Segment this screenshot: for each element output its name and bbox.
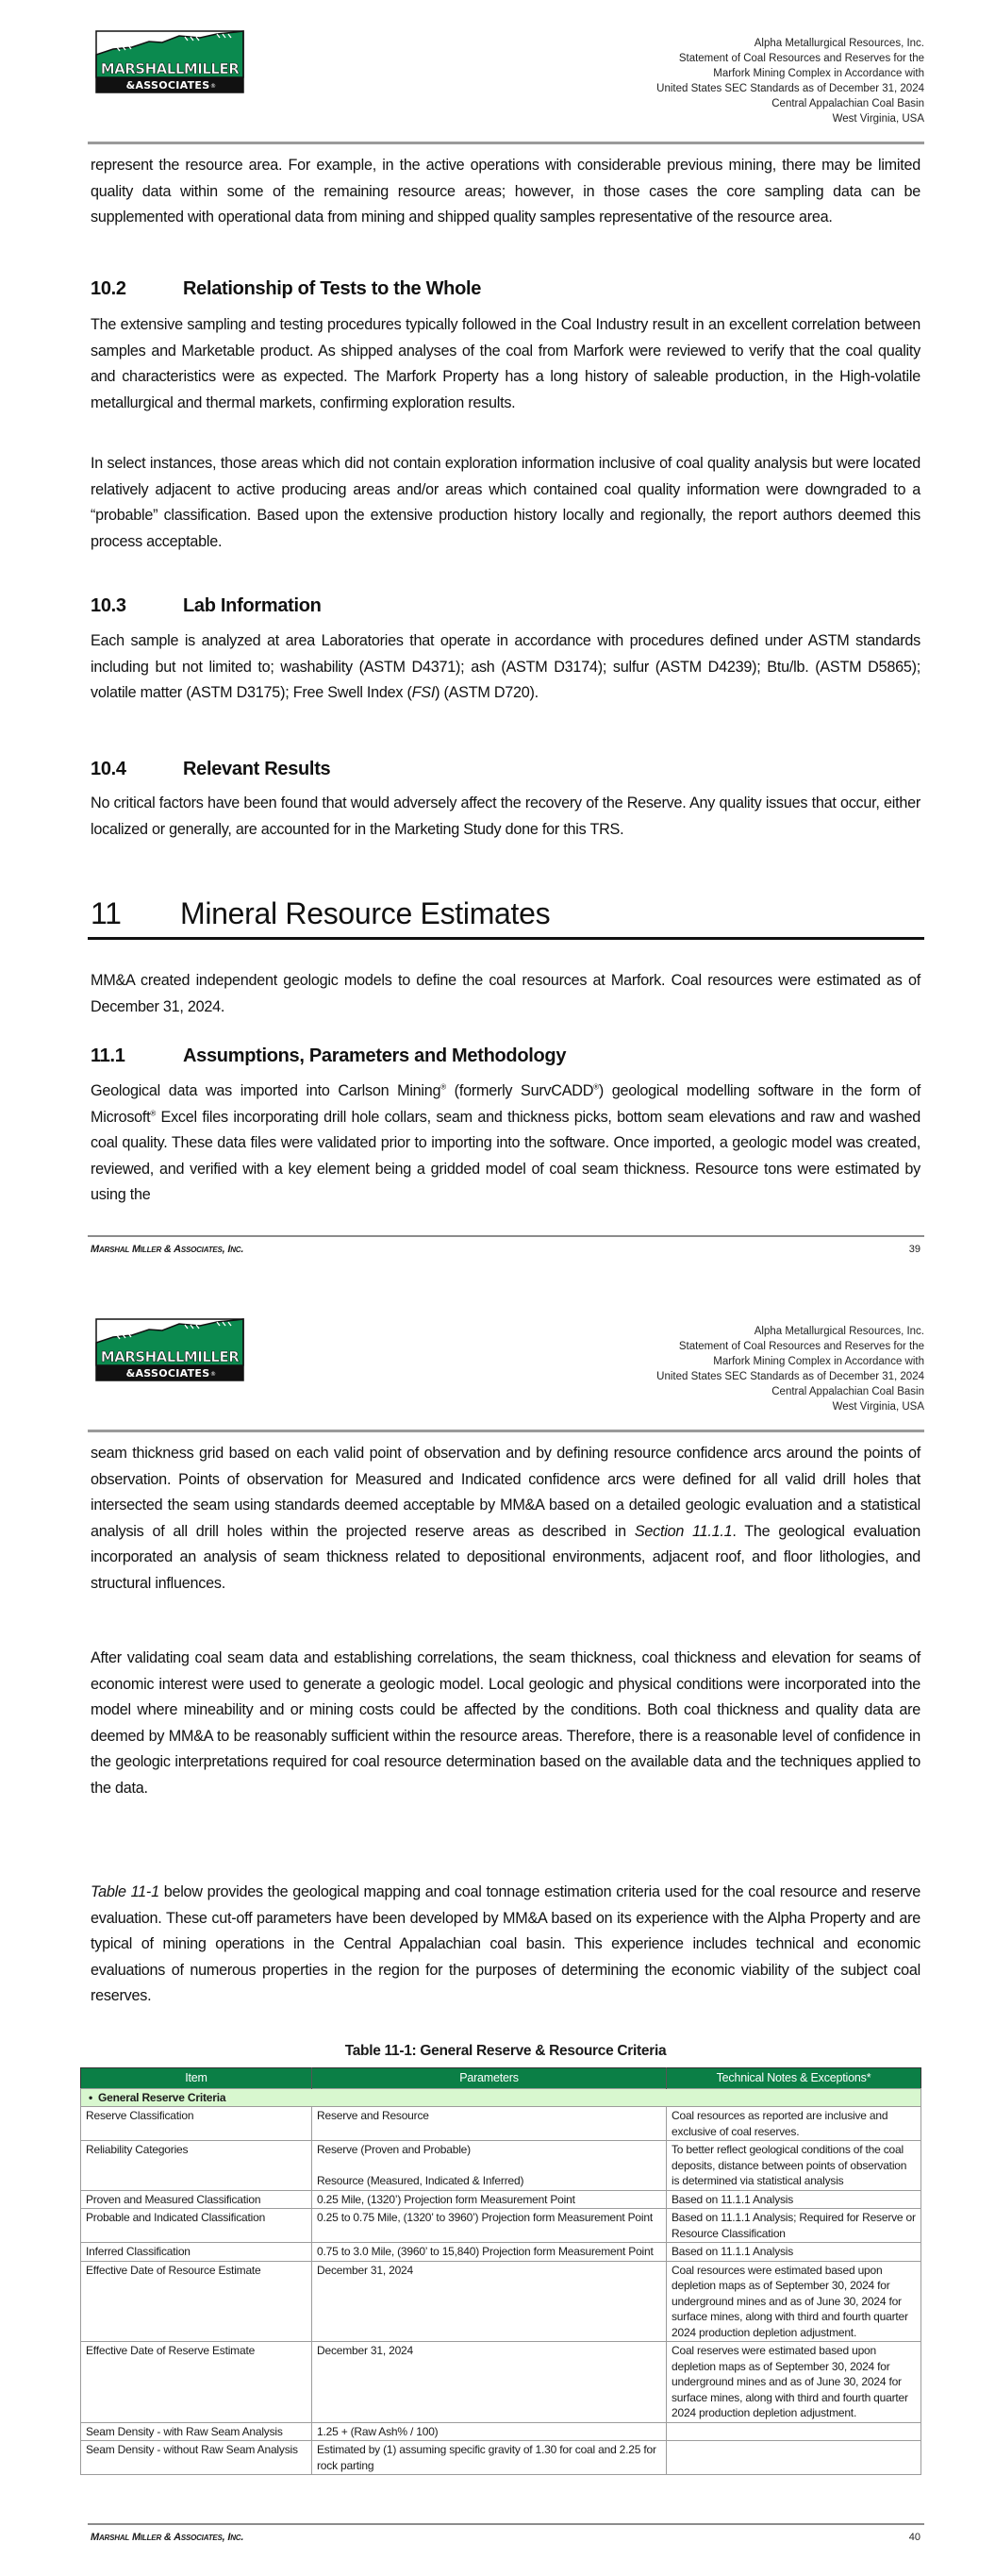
column-header-parameters: Parameters [312, 2068, 667, 2089]
text-run: below provides the geological mapping and coal tonnage estimation criteria used for the coal resource and reserve evaluation. These cut-off parameters have been developed by MM&A based on its experience with the Alpha Property and are typical of mining operations in the Central Appalachian coal basin. This experience includes technical and economic evaluations of numerous properties in the region for the purposes of determining the economic viability of the subject coal reserves. [91, 1883, 921, 2004]
page-header [88, 1316, 924, 1430]
marshall-miller-logo [94, 1316, 245, 1390]
svg-text:®: ® [210, 1371, 216, 1378]
section-heading [91, 595, 920, 617]
text-run: ) geological modelling software in the form of Microsoft [91, 1082, 920, 1126]
cell-params: Estimated by (1) assuming specific gravity of 1.30 for coal and 2.25 for rock parting [312, 2441, 667, 2475]
cell-notes [667, 2441, 921, 2475]
cell-notes: Coal reserves were estimated based upon depletion maps as of September 30, 2024 for underground mines and as of June 30, 2024 for surface mines, along with third and fourth quarter 2024 production depletion adjustment. [667, 2342, 921, 2423]
section-reference: Section 11.1.1 [634, 1522, 733, 1540]
cell-item: Effective Date of Resource Estimate [81, 2261, 312, 2342]
section-heading [91, 278, 920, 300]
section-title: Lab Information [183, 595, 322, 616]
cell-params: 0.25 to 0.75 Mile, (1320’ to 3960’) Projection form Measurement Point [312, 2209, 667, 2243]
cell-item: Reliability Categories [81, 2141, 312, 2191]
intro-paragraph: represent the resource area. For example, in the active operations with considerable previous mining, there may be limited quality data within some of the remaining resource areas; however, in those cases the core sampling data can be supplemented with operational data from mining and shipped quality samples representative of the resource area. [91, 157, 920, 226]
text-run: ) (ASTM D720). [435, 684, 539, 701]
table-row [81, 2261, 921, 2342]
table-row [81, 2141, 921, 2191]
cell-item: Inferred Classification [81, 2243, 312, 2262]
logo-line1: MARSHALLMILLER [100, 60, 240, 77]
svg-text:®: ® [210, 83, 216, 90]
table-row [81, 2441, 921, 2475]
header-text-block [656, 36, 924, 126]
section-title: Relevant Results [183, 759, 331, 779]
paragraph [91, 1079, 920, 1209]
table-row [81, 2107, 921, 2141]
paragraph [91, 1880, 920, 2010]
cell-params: Reserve and Resource [312, 2107, 667, 2141]
text-run: . The geological evaluation incorporated an analysis of seam thickness related to depositional environments, adjacent roof, and floor lithologies, and structural influences. [91, 1522, 921, 1592]
header-basin: Central Appalachian Coal Basin [771, 98, 924, 109]
paragraph [91, 628, 920, 707]
section-10-2 [91, 278, 920, 300]
cell-notes: Coal resources as reported are inclusive and exclusive of coal reserves. [667, 2107, 921, 2141]
footer-company: Marshal Miller & Associates, Inc. [91, 2532, 244, 2543]
registered-mark: ® [150, 1109, 157, 1118]
page-number: 39 [908, 1244, 920, 1255]
header-complex: Marfork Mining Complex in Accordance with [713, 68, 924, 79]
svg-text:MARSHALLMILLER: MARSHALLMILLER [100, 1348, 240, 1365]
cell-item: Probable and Indicated Classification [81, 2209, 312, 2243]
text-run: seam thickness grid based on each valid point of observation and by defining resource confidence arcs around the points of observation. Points of observation for Measured and Indicated confidence arcs were defined for all valid drill holes that intersected the seam using standards deemed acceptable by MM&A based on a detailed geologic evaluation and a statistical analysis of all drill holes within the projected reserve areas as described in [91, 1445, 920, 1540]
footer-divider [88, 2523, 924, 2525]
cell-item: Seam Density - without Raw Seam Analysis [81, 2441, 312, 2475]
section-11-1 [91, 1045, 920, 1067]
notes-text: Based on 11.1.1 Analysis [672, 2192, 794, 2206]
page-footer [91, 2532, 920, 2543]
paragraph: After validating coal seam data and establishing correlations, the seam thickness, coal thickness and elevation for seams of economic interest were used to generate a geologic model. Local geologic and physical conditions were incorporated into the model where mineability and or mining costs could be affected by the conditions. Both coal thickness and quality data are deemed by MM&A to be reasonably sufficient within the resource areas. Therefore, there is a reasonable level of confidence in the geologic interpretations required for coal resource determination based on the available data and the techniques applied to the data. [91, 1649, 920, 1797]
section-heading [91, 1045, 920, 1067]
document-page-40 [0, 1288, 995, 2576]
group-label: General Reserve Criteria [98, 2090, 226, 2104]
header-location: West Virginia, USA [832, 113, 924, 125]
chapter-heading [88, 896, 924, 940]
cell-notes: To better reflect geological conditions of the coal deposits, distance between points of observation is determined via statistical analysis [667, 2141, 921, 2191]
intro-paragraph-block [91, 153, 920, 231]
cell-item: Effective Date of Reserve Estimate [81, 2342, 312, 2423]
cell-params [312, 2141, 667, 2191]
footer-divider [88, 1235, 924, 1237]
page-number: 40 [908, 2532, 920, 2543]
params-line: Reserve (Proven and Probable) [317, 2143, 471, 2156]
table-row [81, 2190, 921, 2209]
paragraph: No critical factors have been found that would adversely affect the recovery of the Reserve. Any quality issues that occur, either localized or generally, are accounted for in the Marketing Study done for this TRS. [91, 795, 920, 838]
section-11-body [91, 968, 920, 1020]
cell-notes: Coal resources were estimated based upon depletion maps as of September 30, 2024 for underground mines and as of June 30, 2024 for surface mines, along with third and fourth quarter 2024 production depletion adjustment. [667, 2261, 921, 2342]
section-number: 10.4 [91, 759, 126, 779]
section-heading [91, 759, 920, 780]
svg-text:&ASSOCIATES: &ASSOCIATES [125, 1367, 210, 1380]
p40-paragraph-1 [91, 1441, 920, 1597]
table-group-row [81, 2088, 921, 2107]
header-divider [88, 142, 924, 144]
cell-notes: Based on 11.1.1 Analysis; Required for Reserve or Resource Classification [667, 2209, 921, 2243]
cell-notes [667, 2190, 921, 2209]
section-number: 10.2 [91, 278, 126, 299]
text-run: Excel files incorporating drill hole collars, seam and thickness picks, bottom seam elevations and raw and washed coal quality. These data files were validated prior to importing into the software. Once imported, a geologic model was created, reviewed, and verified with a key element being a gridded model of coal seam thickness. Resource tons were estimated by using the [91, 1108, 920, 1203]
header-location: West Virginia, USA [832, 1401, 924, 1413]
section-title: Relationship of Tests to the Whole [183, 278, 482, 299]
svg-text:&ASSOCIATES: &ASSOCIATES [125, 79, 210, 92]
header-text-block [656, 1324, 924, 1414]
cell-params: 0.25 Mile, (1320’) Projection form Measurement Point [312, 2190, 667, 2209]
spacer [317, 2158, 661, 2174]
header-divider [88, 1430, 924, 1432]
table-row [81, 2342, 921, 2423]
text-run: Each sample is analyzed at area Laboratories that operate in accordance with procedures defined under ASTM standards including but not limited to; washability (ASTM D4371); ash (ASTM D3174); sulfur (ASTM D4239); Btu/lb. (ASTM D5865); volatile matter (ASTM D3175); Free Swell Index ( [91, 632, 920, 701]
header-company: Alpha Metallurgical Resources, Inc. [754, 1326, 924, 1337]
header-standards: United States SEC Standards as of December 31, 2024 [656, 83, 924, 94]
cell-notes [667, 2243, 921, 2262]
p40-paragraph-3 [91, 1880, 920, 2010]
registered-mark: ® [440, 1082, 446, 1092]
cell-item: Reserve Classification [81, 2107, 312, 2141]
group-cell [81, 2088, 921, 2107]
table-row [81, 2422, 921, 2441]
header-statement: Statement of Coal Resources and Reserves for the [678, 53, 924, 64]
section-number: 11.1 [91, 1045, 125, 1066]
section-number: 10.3 [91, 595, 126, 616]
params-line: Resource (Measured, Indicated & Inferred) [317, 2174, 524, 2187]
column-header-notes: Technical Notes & Exceptions* [667, 2068, 921, 2089]
section-10-3-body [91, 628, 920, 707]
chapter-number: 11 [91, 896, 122, 930]
section-10-3 [91, 595, 920, 617]
criteria-table [80, 2067, 921, 2475]
chapter-title: Mineral Resource Estimates [180, 896, 551, 930]
cell-params: December 31, 2024 [312, 2342, 667, 2423]
page-footer [91, 1244, 920, 1255]
marshall-miller-logo [94, 28, 245, 102]
cell-params: 1.25 + (Raw Ash% / 100) [312, 2422, 667, 2441]
cell-item: Seam Density - with Raw Seam Analysis [81, 2422, 312, 2441]
paragraph: In select instances, those areas which did not contain exploration information inclusive of coal quality analysis but were located relatively adjacent to active producing areas and/or areas which contained coal quality information were downgraded to a “probable” classification. Based upon the extensive production history locally and regionally, the report authors deemed this process acceptable. [91, 455, 920, 550]
table-header-row [81, 2068, 921, 2089]
bullet-icon: • [89, 2090, 93, 2104]
header-basin: Central Appalachian Coal Basin [771, 1386, 924, 1397]
cell-params: December 31, 2024 [312, 2261, 667, 2342]
fsi-abbrev: FSI [411, 684, 436, 701]
table-reference: Table 11-1 [91, 1883, 159, 1900]
section-11-1-body [91, 1079, 920, 1209]
text-run: Geological data was imported into Carlson Mining [91, 1082, 441, 1099]
header-complex: Marfork Mining Complex in Accordance with [713, 1356, 924, 1367]
table-row [81, 2209, 921, 2243]
registered-mark: ® [593, 1082, 599, 1092]
notes-text: Based on 11.1.1 Analysis [672, 2245, 794, 2258]
header-standards: United States SEC Standards as of December 31, 2024 [656, 1371, 924, 1382]
paragraph: MM&A created independent geologic models to define the coal resources at Marfork. Coal resources were estimated as of December 31, 2024. [91, 972, 920, 1015]
section-10-2-body-2 [91, 451, 920, 555]
text-run: (formerly SurvCADD [445, 1082, 594, 1099]
section-10-4 [91, 759, 920, 780]
paragraph: The extensive sampling and testing procedures typically followed in the Coal Industry result in an excellent correlation between samples and Marketable product. As shipped analyses of the coal from Marfork were reviewed to verify that the coal quality and characteristics were as expected. The Marfork Property has a long history of saleable production, in the High-volatile metallurgical and thermal markets, confirming exploration results. [91, 316, 920, 411]
footer-company: Marshal Miller & Associates, Inc. [91, 1244, 244, 1255]
table-caption: Table 11-1: General Reserve & Resource Criteria [344, 2043, 667, 2059]
section-title: Assumptions, Parameters and Methodology [183, 1045, 567, 1066]
header-company: Alpha Metallurgical Resources, Inc. [754, 38, 924, 49]
p40-paragraph-2 [91, 1646, 920, 1801]
section-10-4-body [91, 791, 920, 843]
cell-notes [667, 2422, 921, 2441]
header-statement: Statement of Coal Resources and Reserves for the [678, 1341, 924, 1352]
column-header-item: Item [81, 2068, 312, 2089]
cell-item: Proven and Measured Classification [81, 2190, 312, 2209]
table-row [81, 2243, 921, 2262]
section-10-2-body [91, 312, 920, 416]
cell-params: 0.75 to 3.0 Mile, (3960’ to 15,840) Projection form Measurement Point [312, 2243, 667, 2262]
paragraph [91, 1441, 920, 1597]
section-11 [88, 896, 924, 940]
page-header [88, 28, 924, 142]
